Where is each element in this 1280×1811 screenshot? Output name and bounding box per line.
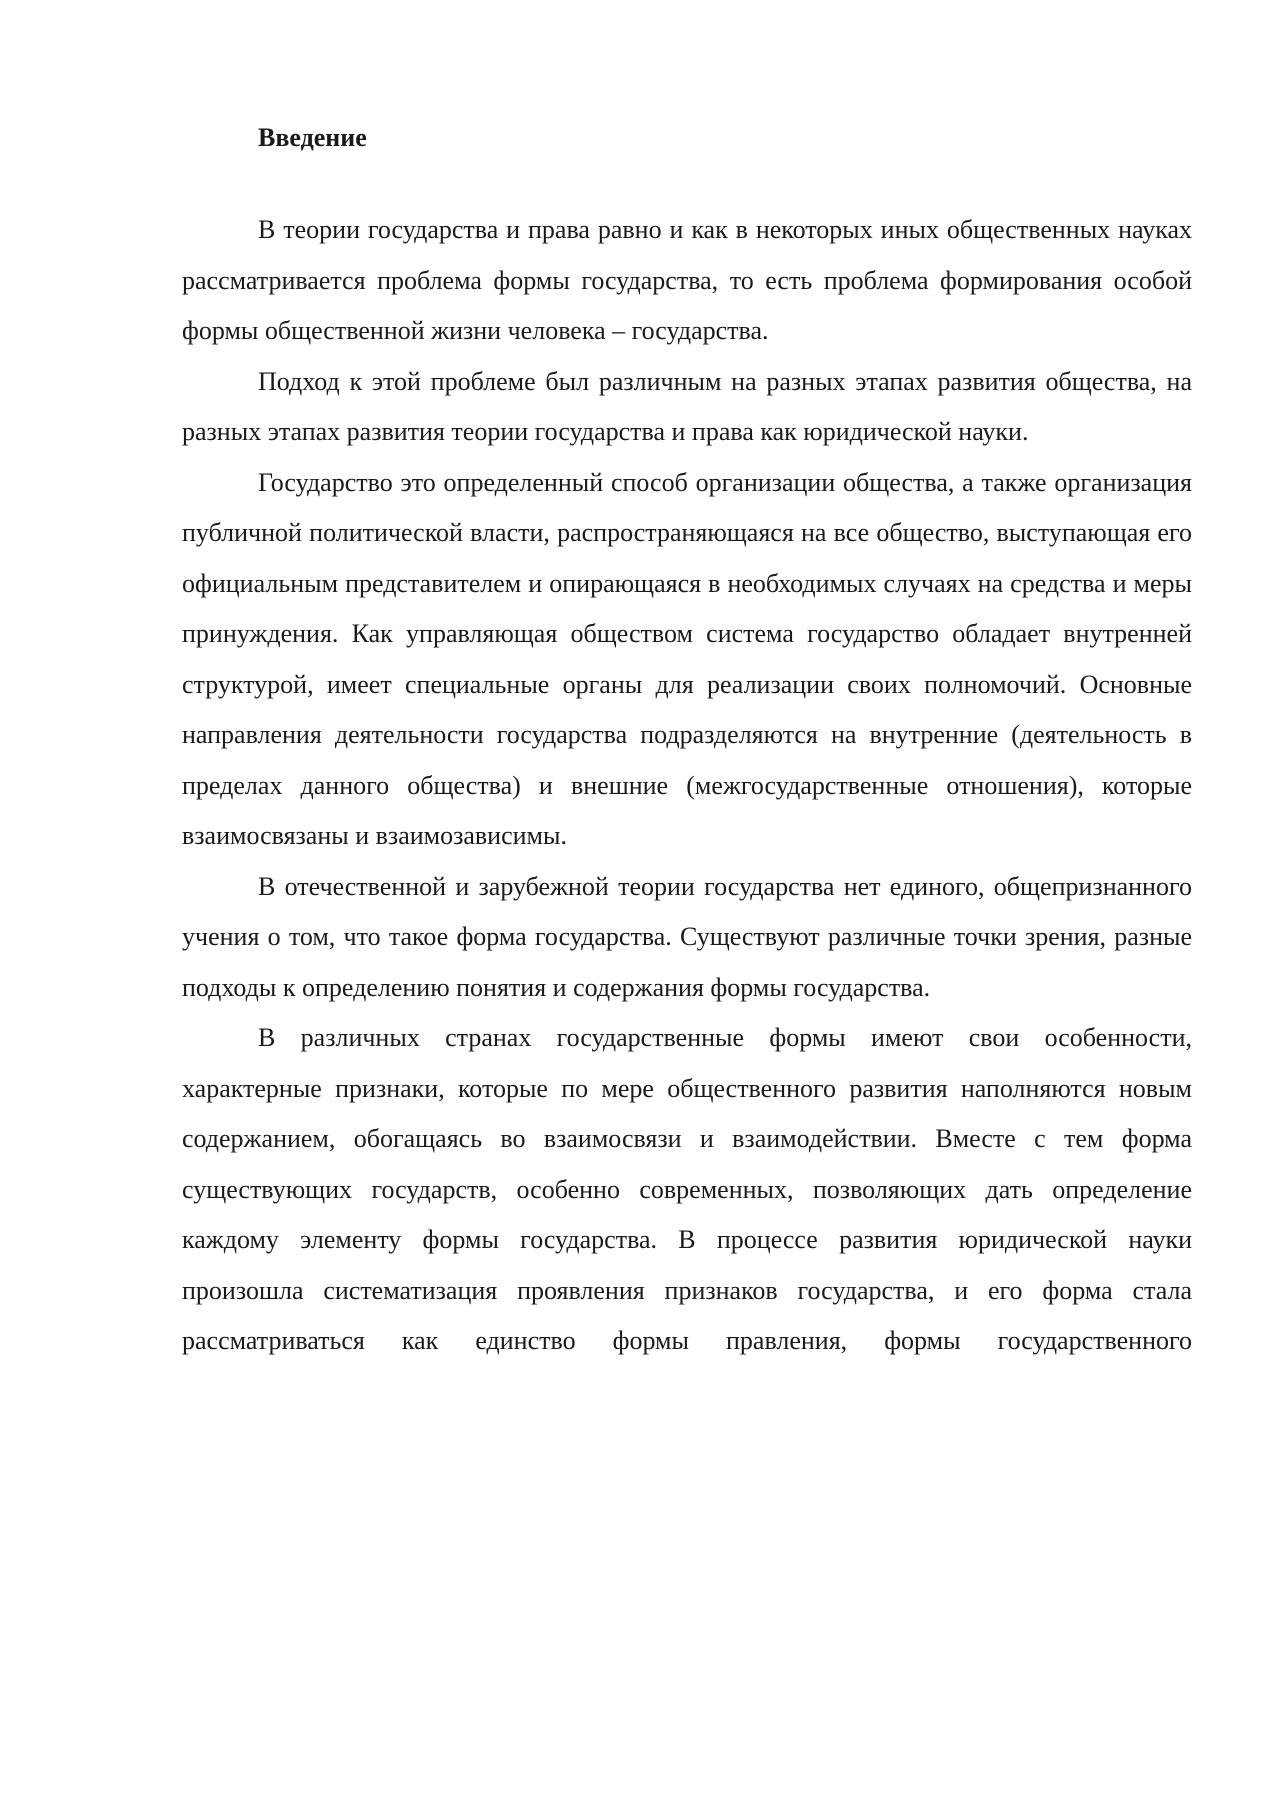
document-body (182, 205, 1192, 1367)
paragraph-continued: В различных странах государственные формы имеют свои особенности, характерные признаки, которые по мере общественного развития наполняются новым содержанием, обогащаясь во взаимосвязи и взаимодействии. Вместе с тем форма существующих государств, особенно современных, позволяющих дать определение каждому элементу формы государства. В процессе развития юридической науки произошла систематизация проявления признаков государства, и его форма стала рассматриваться как единство формы правления, формы государственного (182, 1023, 1192, 1355)
paragraph: В теории государства и права равно и как в некоторых иных общественных науках рассматривается проблема формы государства, то есть проблема формирования особой формы общественной жизни человека – государства. (182, 215, 1192, 345)
paragraph: Подход к этой проблеме был различным на разных этапах развития общества, на разных этапах развития теории государства и права как юридической науки. (182, 366, 1192, 446)
paragraph: Государство это определенный способ организации общества, а также организация публичной политической власти, распространяющаяся на все общество, выступающая его официальным представителем и опирающаяся в необходимых случаях на средства и меры принуждения. Как управляющая обществом система государство обладает внутренней структурой, имеет специальные органы для реализации своих полномочий. Основные направления деятельности государства подразделяются на внутренние (деятельность в пределах данного общества) и внешние (межгосударственные отношения), которые взаимосвязаны и взаимозависимы. (182, 467, 1192, 850)
paragraph: В отечественной и зарубежной теории государства нет единого, общепризнанного учения о том, что такое форма государства. Существуют различные точки зрения, разные подходы к определению понятия и содержания формы государства. (182, 871, 1192, 1002)
section-heading: Введение (258, 123, 367, 152)
